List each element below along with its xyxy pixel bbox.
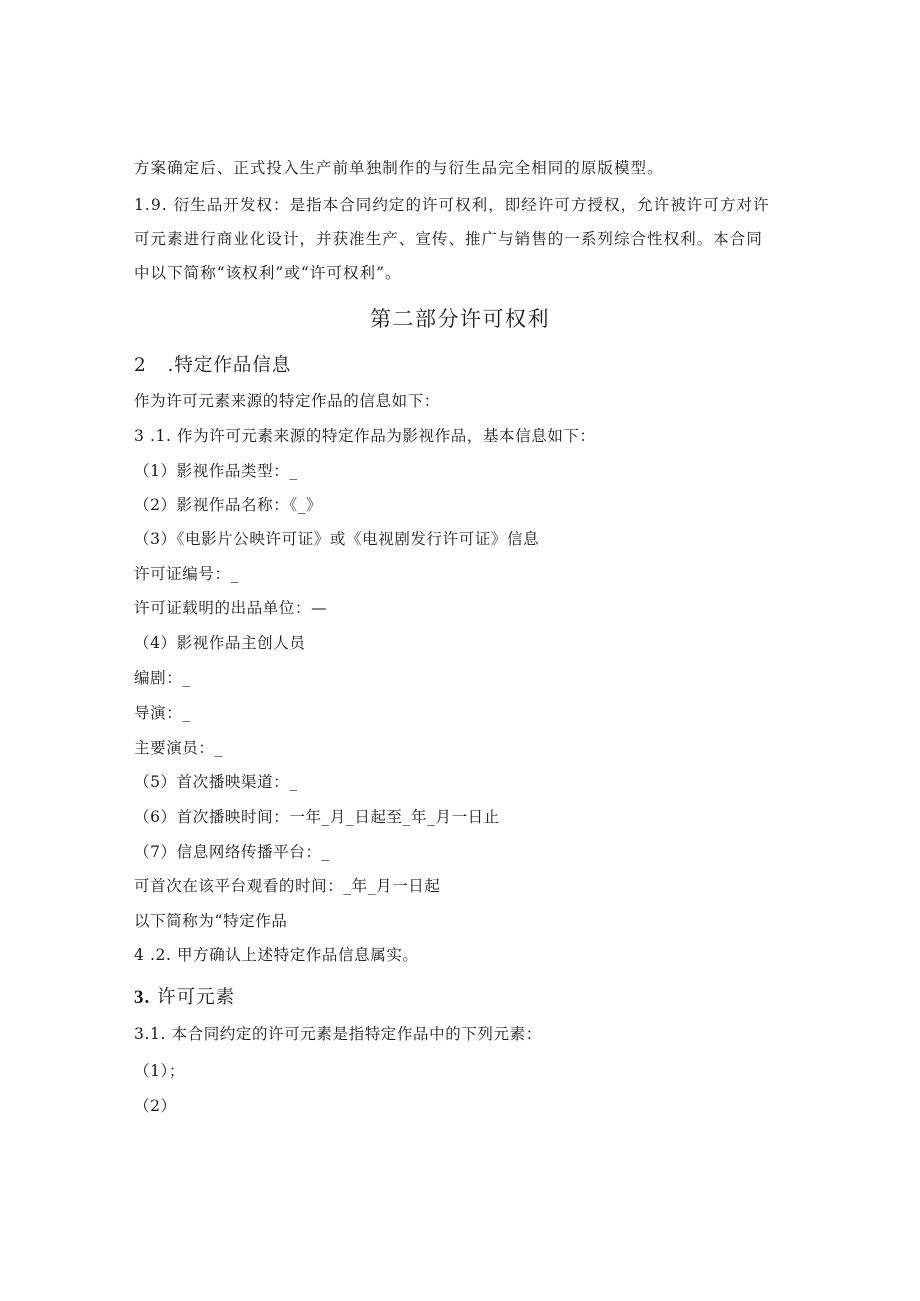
section-2-number: 2: [134, 355, 147, 376]
section-3-number: 3.: [134, 987, 151, 1008]
paragraph-line: 可元素进行商业化设计，并获准生产、宣传、推广与销售的一系列综合性权利。本合同: [134, 230, 763, 248]
section-2-line: （3）《电影片公映许可证》或《电视剧发行许可证》信息: [134, 530, 540, 548]
section-2-line: 可首次在该平台观看的时间：_年_月一日起: [134, 877, 441, 895]
section-2-title: .特定作品信息: [167, 355, 292, 376]
section-2-line: （6）首次播映时间：一年_月_日起至_年_月一日止: [134, 808, 500, 826]
section-2-line: （4）影视作品主创人员: [134, 634, 306, 652]
section-2-line: 许可证载明的出品单位：—: [134, 599, 328, 617]
section-2-line: 以下简称为“特定作品: [134, 912, 288, 930]
section-3-line: （1）；: [134, 1062, 186, 1080]
section-2-line: （2）影视作品名称：《_》: [134, 496, 323, 514]
section-2-line: 编剧：_: [134, 669, 191, 687]
paragraph-line: 方案确定后、正式投入生产前单独制作的与衍生品完全相同的原版模型。: [134, 159, 664, 177]
paragraph-line: 中以下简称“该权利”或“许可权利”。: [134, 264, 402, 282]
section-2-line: 4 .2. 甲方确认上述特定作品信息属实。: [134, 946, 419, 964]
section-2-line: 作为许可元素来源的特定作品的信息如下：: [134, 392, 440, 410]
section-3-line: 3.1. 本合同约定的许可元素是指特定作品中的下列元素：: [134, 1025, 542, 1043]
section-3-title: 许可元素: [157, 987, 236, 1008]
section-2-heading: [134, 353, 291, 379]
section-2-line: 许可证编号：_: [134, 565, 239, 583]
section-2-line: 导演：_: [134, 704, 191, 722]
section-2-line: 3 .1. 作为许可元素来源的特定作品为影视作品，基本信息如下：: [134, 427, 596, 445]
section-2-line: 主要演员：_: [134, 739, 223, 757]
section-3-line: （2）: [134, 1097, 177, 1115]
part-title: 第二部分许可权利: [370, 307, 550, 331]
section-3-heading: [134, 985, 235, 1011]
section-2-line: （7）信息网络传播平台：_: [134, 843, 330, 861]
section-2-line: （1）影视作品类型：_: [134, 462, 298, 480]
paragraph-line: 1.9. 衍生品开发权：是指本合同约定的许可权利，即经许可方授权，允许被许可方对许: [134, 196, 770, 214]
section-2-line: （5）首次播映渠道：_: [134, 773, 298, 791]
